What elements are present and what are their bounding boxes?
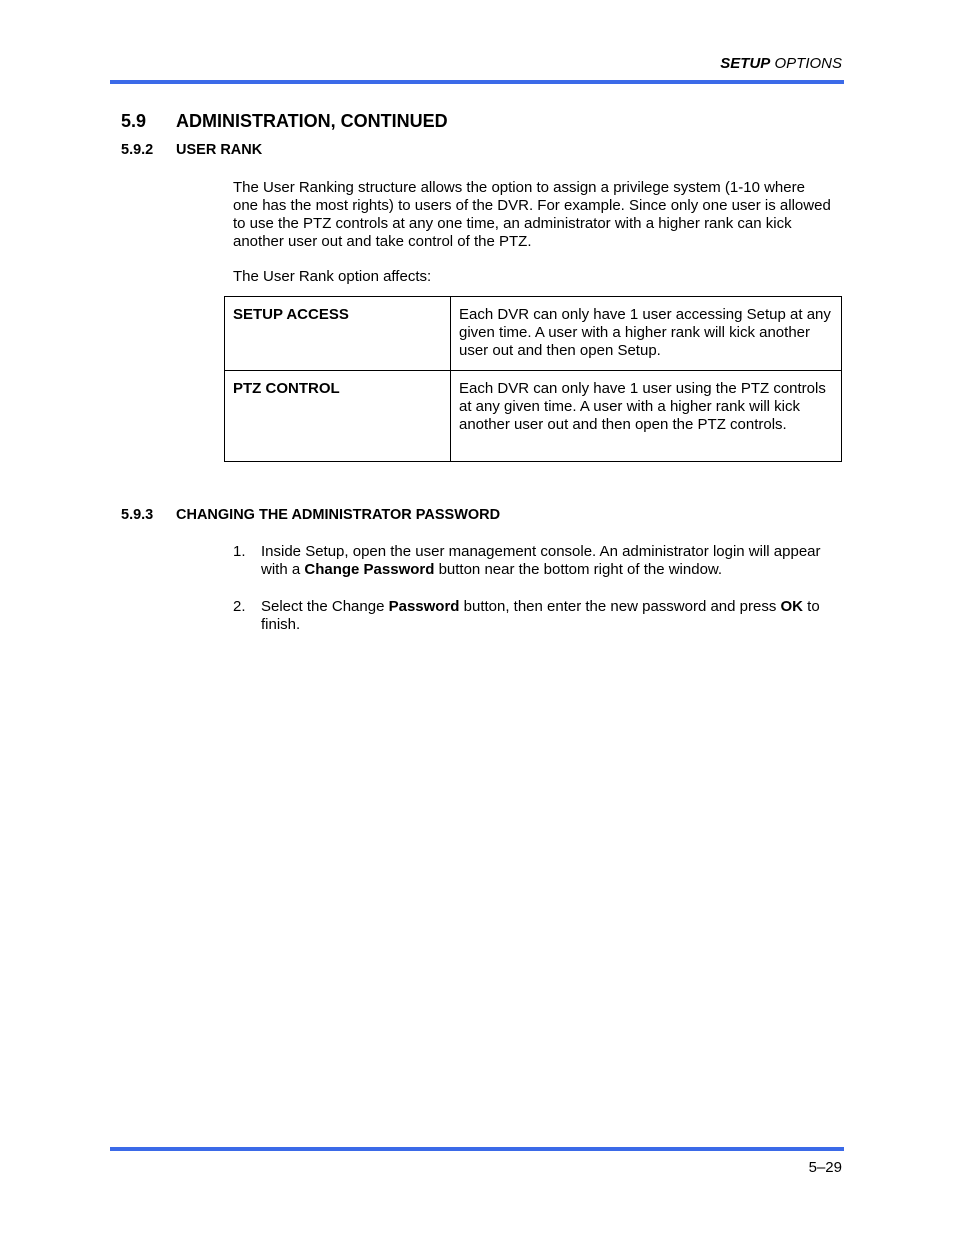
- table-row: [225, 371, 842, 462]
- list-item: [233, 598, 833, 634]
- step-text-part: to finish.: [261, 598, 820, 633]
- step-number: 2.: [233, 598, 246, 615]
- section-title: ADMINISTRATION, CONTINUED: [176, 111, 448, 131]
- step-text-bold: OK: [780, 598, 804, 615]
- step-text: [261, 598, 833, 634]
- running-header: [720, 55, 842, 72]
- subsection-number-change-password: 5.9.3: [121, 507, 154, 523]
- subsection-title-change-password: CHANGING THE ADMINISTRATOR PASSWORD: [176, 507, 501, 523]
- step-text-bold: Change Password: [304, 561, 435, 578]
- table-row-label: SETUP ACCESS: [225, 297, 451, 371]
- user-rank-table: [224, 296, 842, 462]
- step-number: 1.: [233, 543, 246, 560]
- step-text-bold: Password: [388, 598, 460, 615]
- step-text-part: Inside Setup, open the user management console. An administrator login will appear with a: [261, 543, 821, 578]
- page-number: 5–29: [808, 1159, 842, 1176]
- user-rank-intro: The User Ranking structure allows the option to assign a privilege system (1-10 where one has the most rights) to users of the DVR. For example. Since only one user is allowed to use the PTZ controls at any one time, an administrator with a higher rank can kick another user out and take control of the PTZ.: [233, 179, 831, 250]
- subsection-number-user-rank: 5.9.2: [121, 142, 154, 158]
- section-number: 5.9: [121, 111, 147, 131]
- list-item: [233, 543, 833, 579]
- step-text: [261, 543, 833, 579]
- subsection-title-user-rank: USER RANK: [176, 142, 263, 158]
- step-text-part: Select the Change: [261, 598, 389, 615]
- user-rank-affects-label: The User Rank option affects:: [233, 268, 432, 285]
- header-title-bold: SETUP: [720, 55, 771, 72]
- table-row-description: Each DVR can only have 1 user accessing Setup at any given time. A user with a higher rank will kick another user out and then open Setup.: [451, 297, 842, 371]
- header-title-rest: OPTIONS: [770, 55, 842, 72]
- step-text-part: button near the bottom right of the window.: [434, 561, 723, 578]
- table-row: [225, 297, 842, 371]
- footer-rule: [110, 1147, 844, 1151]
- header-rule: [110, 80, 844, 84]
- table-row-label: PTZ CONTROL: [225, 371, 451, 462]
- table-row-description: Each DVR can only have 1 user using the PTZ controls at any given time. A user with a higher rank will kick another user out and then open the PTZ controls.: [451, 371, 842, 462]
- step-text-part: button, then enter the new password and press: [459, 598, 781, 615]
